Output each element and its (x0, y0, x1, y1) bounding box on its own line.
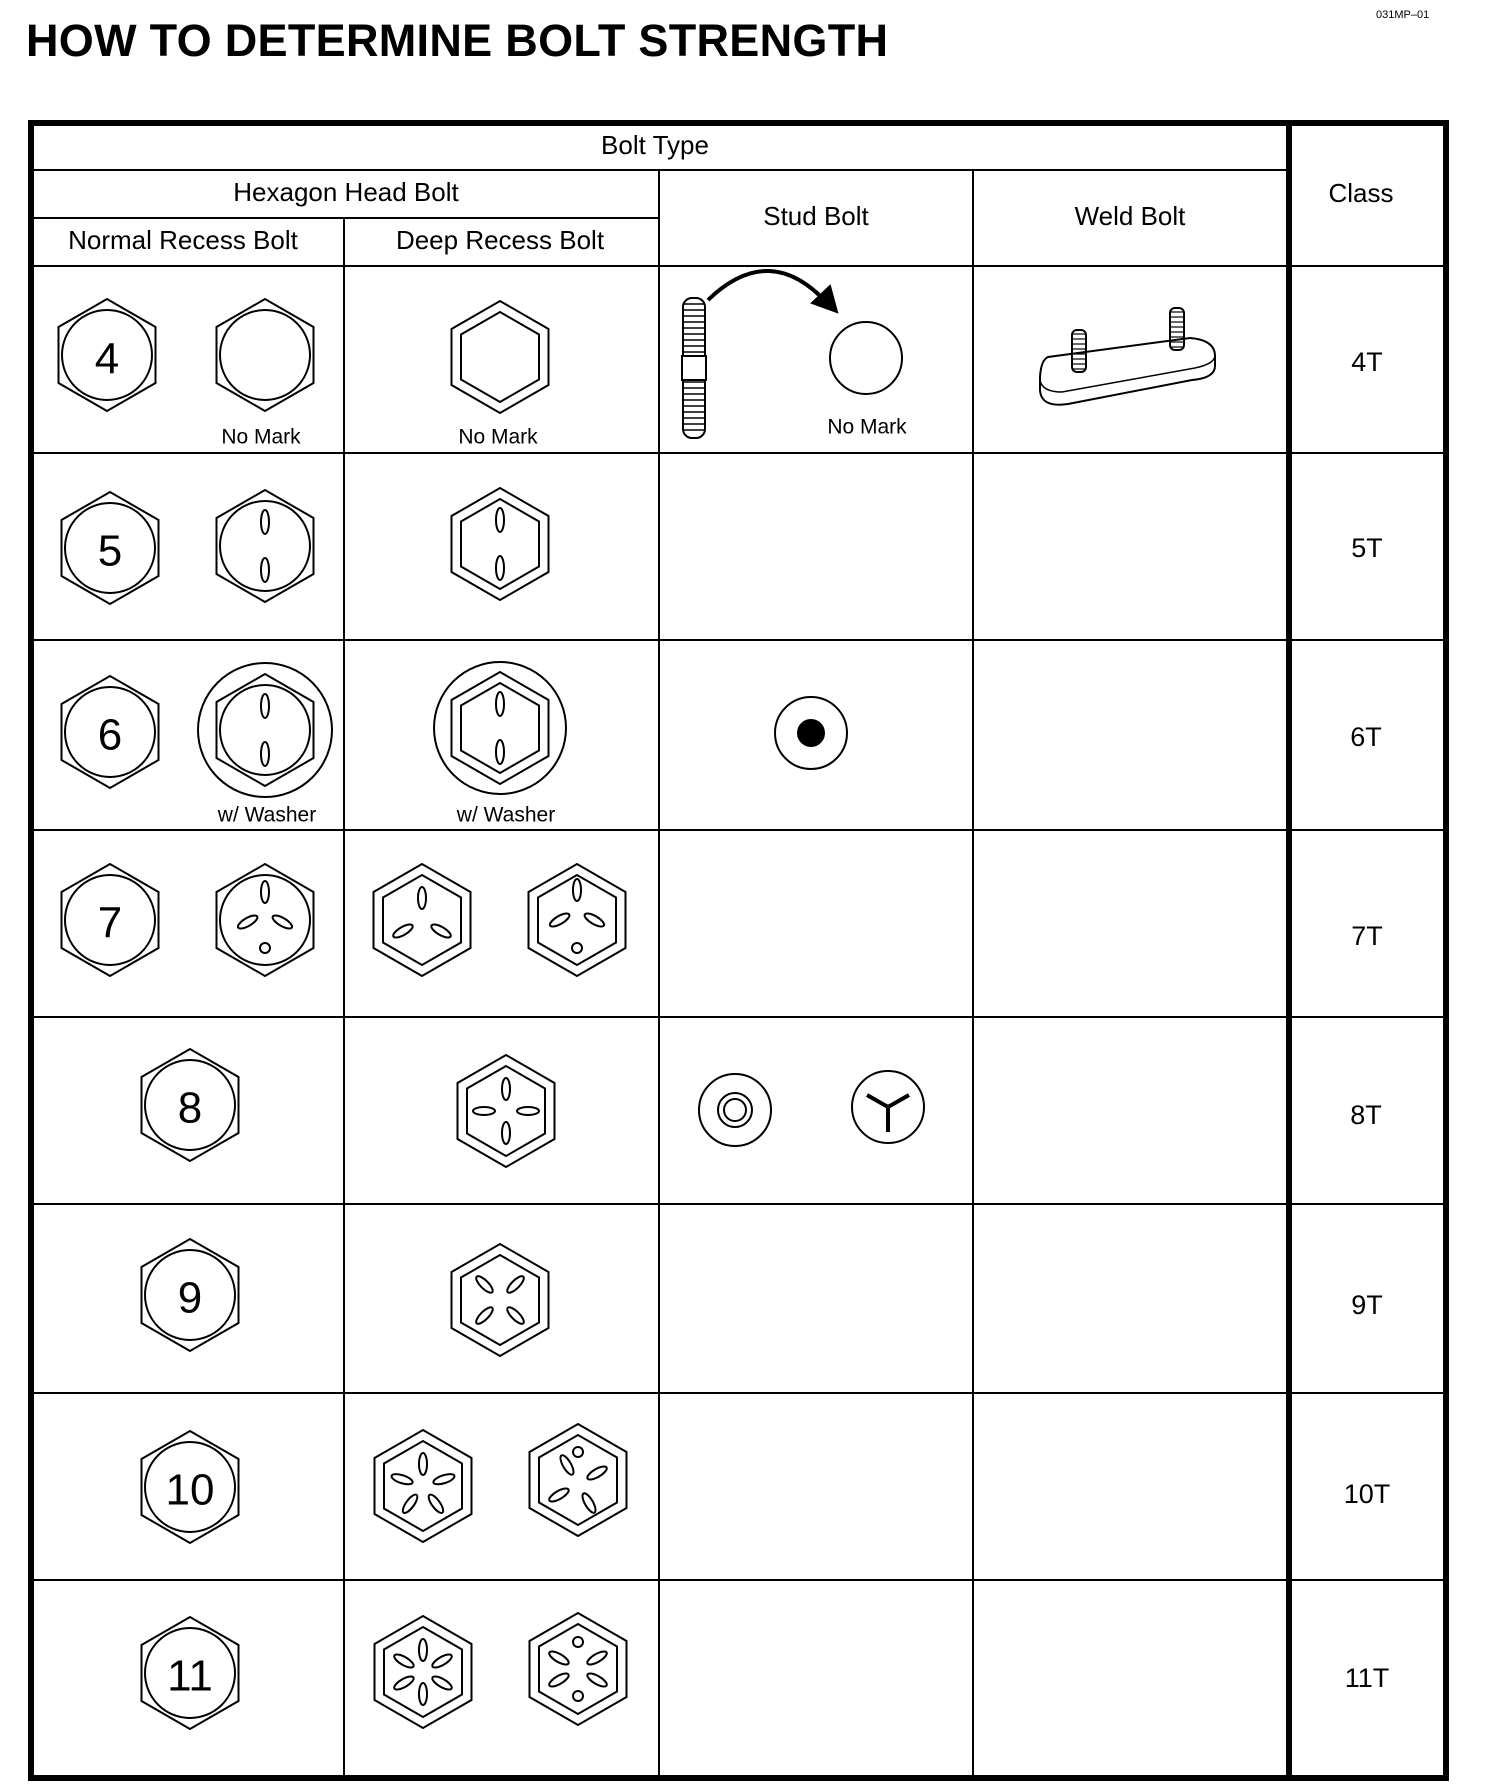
row-6-class: 6T (1350, 722, 1382, 752)
header-normal-recess-bolt: Normal Recess Bolt (68, 224, 298, 255)
row-6-deep-note: w/ Washer (456, 803, 556, 827)
row-7-deep-head-a (374, 864, 471, 976)
row-7-class: 7T (1351, 921, 1383, 951)
row-7-number: 7 (97, 898, 123, 948)
row-8-number: 8 (177, 1083, 203, 1133)
bolt-head-marks (59, 271, 1216, 1729)
header-weld-bolt: Weld Bolt (1074, 200, 1186, 231)
stud-bolt-illustration (682, 271, 902, 438)
weld-bolt-illustration (1040, 308, 1215, 405)
row-6-stud-mark (775, 697, 847, 769)
header-bolt-type: Bolt Type (601, 129, 709, 160)
row-4-no-mark-head (217, 299, 314, 411)
row-9-deep-head (452, 1244, 549, 1356)
header-deep-recess-bolt: Deep Recess Bolt (395, 224, 605, 255)
row-5-normal-head (217, 490, 314, 602)
row-11-deep-head-b (530, 1613, 627, 1725)
row-8-stud-mark-b (852, 1071, 924, 1143)
row-6-normal-washer-head (198, 663, 332, 797)
row-7-deep-head-b (529, 864, 626, 976)
header-hexagon-head-bolt: Hexagon Head Bolt (233, 176, 459, 207)
row-6-deep-washer-head (434, 662, 566, 794)
row-8-deep-head (458, 1055, 555, 1167)
row-9-class: 9T (1351, 1290, 1383, 1320)
row-4-deep-note: No Mark (458, 425, 538, 449)
table-grid (31, 123, 1446, 1778)
row-10-number: 10 (165, 1465, 215, 1515)
row-11-number: 11 (167, 1651, 213, 1701)
row-6-number: 6 (97, 710, 123, 760)
header-class: Class (1328, 177, 1394, 208)
row-11-deep-head-a (375, 1616, 472, 1728)
row-8-class: 8T (1350, 1100, 1382, 1130)
row-9-number: 9 (177, 1273, 203, 1323)
row-4-deep-no-mark-head (452, 301, 549, 413)
figure-code: 031MP–01 (1376, 9, 1430, 21)
table-frame (31, 123, 1446, 1778)
row-5-number: 5 (97, 526, 123, 576)
row-7-normal-head (217, 864, 314, 976)
page-title: HOW TO DETERMINE BOLT STRENGTH (26, 15, 889, 66)
row-4-number: 4 (94, 334, 120, 384)
row-4-stud-note: No Mark (827, 415, 907, 439)
row-5-deep-head (452, 488, 549, 600)
row-5-class: 5T (1351, 533, 1383, 563)
row-11-class: 11T (1344, 1663, 1390, 1693)
row-4-normal-note: No Mark (221, 425, 301, 449)
header-stud-bolt: Stud Bolt (763, 200, 869, 231)
row-4-class: 4T (1351, 347, 1383, 377)
row-10-deep-head-a (375, 1430, 472, 1542)
row-10-deep-head-b (530, 1424, 627, 1536)
row-6-normal-note: w/ Washer (217, 803, 317, 827)
row-10-class: 10T (1343, 1479, 1391, 1509)
row-8-stud-mark-a (699, 1074, 771, 1146)
